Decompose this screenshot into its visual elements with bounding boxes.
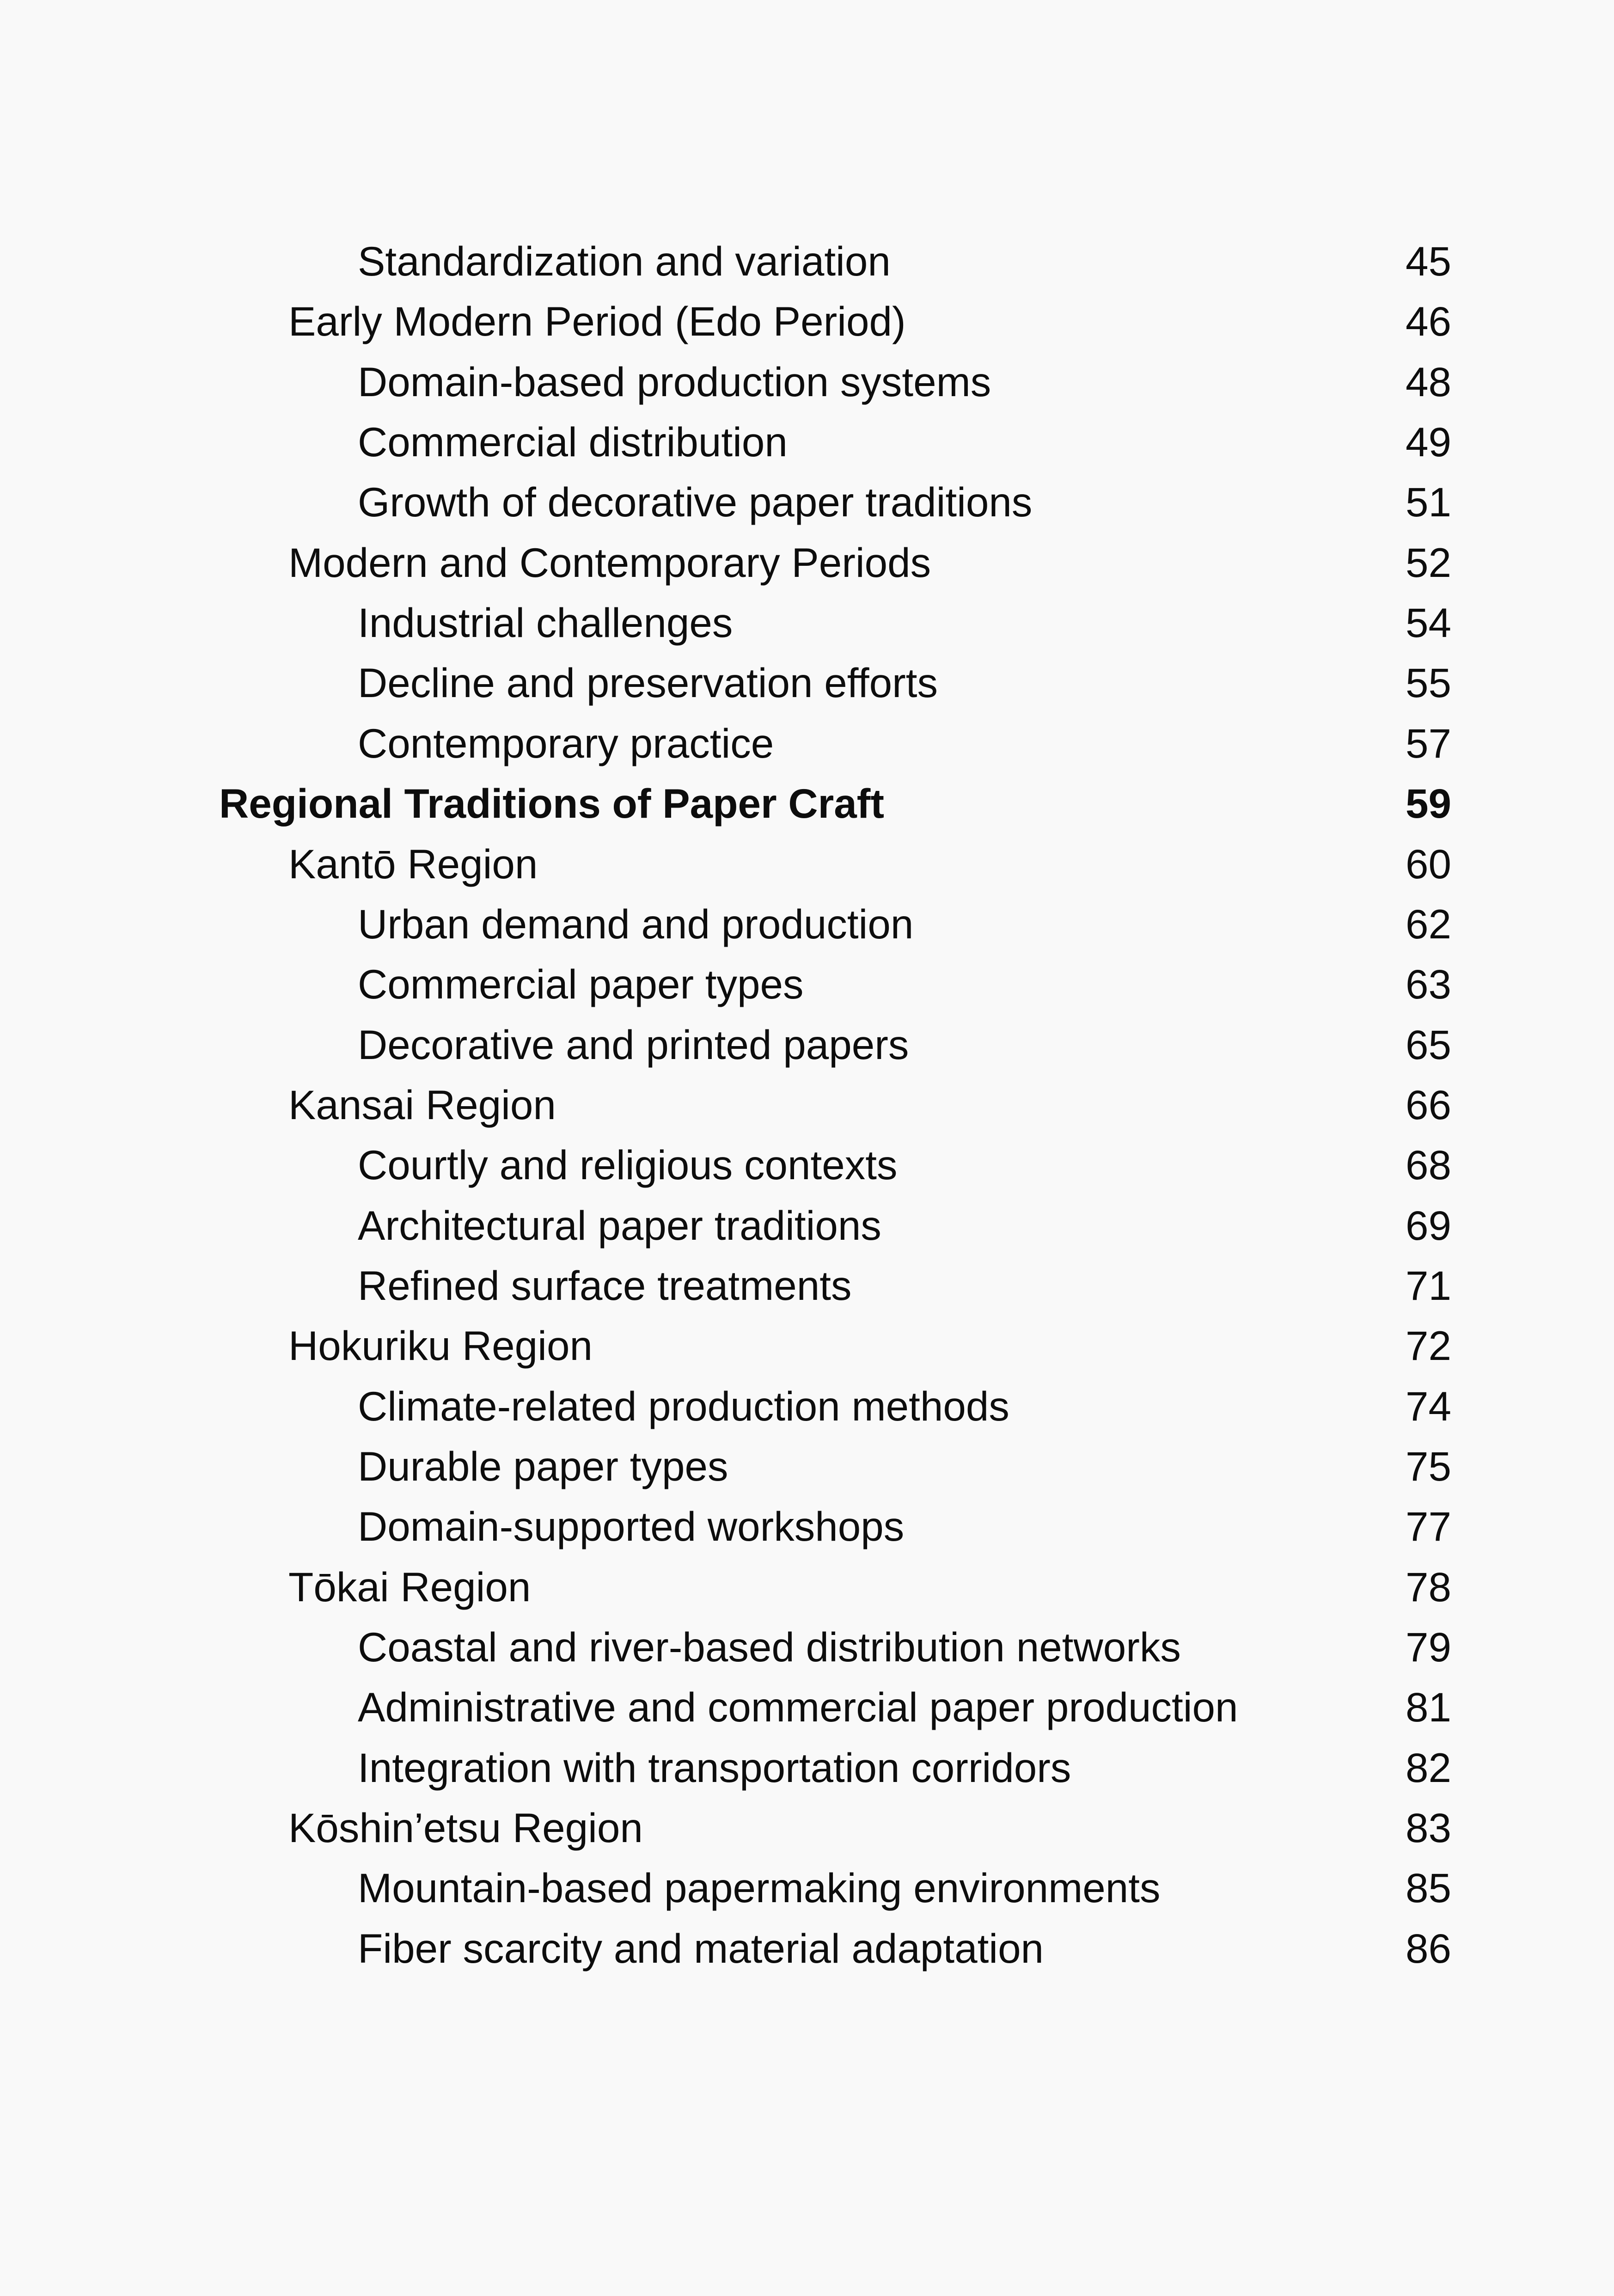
toc-entry[interactable] (0, 773, 1614, 833)
toc-entry[interactable] (0, 954, 1614, 1014)
toc-entry-title: Hokuriku Region (288, 1322, 593, 1369)
toc-entry[interactable] (0, 834, 1614, 894)
toc-entry-title: Industrial challenges (358, 600, 733, 646)
toc-entry-title: Refined surface treatments (358, 1262, 852, 1309)
toc-entry-title: Tōkai Region (288, 1563, 531, 1610)
toc-entry[interactable] (0, 1557, 1614, 1617)
toc-entry[interactable] (0, 533, 1614, 593)
toc-entry-title: Domain-based production systems (358, 358, 991, 405)
toc-entry[interactable] (0, 593, 1614, 653)
toc-entry-page-number: 59 (1406, 780, 1451, 827)
toc-entry-page-number: 54 (1406, 600, 1451, 646)
toc-entry[interactable] (0, 713, 1614, 773)
toc-entry[interactable] (0, 1316, 1614, 1376)
toc-entry-title: Commercial paper types (358, 961, 804, 1008)
toc-entry[interactable] (0, 1858, 1614, 1918)
toc-entry[interactable] (0, 291, 1614, 351)
toc-entry[interactable] (0, 1798, 1614, 1858)
toc-entry-page-number: 82 (1406, 1744, 1451, 1791)
toc-entry[interactable] (0, 1015, 1614, 1075)
toc-entry[interactable] (0, 1677, 1614, 1737)
toc-entry-title: Decorative and printed papers (358, 1021, 909, 1068)
toc-entry-page-number: 79 (1406, 1624, 1451, 1671)
toc-entry-page-number: 62 (1406, 900, 1451, 947)
toc-entry-page-number: 83 (1406, 1805, 1451, 1851)
toc-entry-title: Regional Traditions of Paper Craft (219, 780, 885, 827)
toc-entry-title: Climate-related production methods (358, 1383, 1009, 1429)
toc-entry[interactable] (0, 1376, 1614, 1436)
toc-entry-title: Kansai Region (288, 1081, 556, 1128)
toc-entry[interactable] (0, 1918, 1614, 1978)
toc-entry-title: Fiber scarcity and material adaptation (358, 1925, 1044, 1971)
toc-entry-page-number: 51 (1406, 479, 1451, 526)
toc-entry-page-number: 86 (1406, 1925, 1451, 1971)
toc-entry[interactable] (0, 1617, 1614, 1677)
toc-entry-page-number: 75 (1406, 1443, 1451, 1489)
toc-entry-title: Courtly and religious contexts (358, 1142, 898, 1188)
toc-entry[interactable] (0, 1496, 1614, 1556)
toc-entry-title: Decline and preservation efforts (358, 660, 938, 706)
toc-entry[interactable] (0, 894, 1614, 954)
toc-entry-title: Kōshin’etsu Region (288, 1805, 643, 1851)
toc-entry-page-number: 85 (1406, 1865, 1451, 1911)
toc-entry-title: Early Modern Period (Edo Period) (288, 298, 906, 345)
toc-entry[interactable] (0, 653, 1614, 713)
toc-entry-page-number: 81 (1406, 1684, 1451, 1731)
toc-entry[interactable] (0, 352, 1614, 412)
toc-entry-page-number: 55 (1406, 660, 1451, 706)
toc-entry-page-number: 63 (1406, 961, 1451, 1008)
toc-entry[interactable] (0, 1738, 1614, 1798)
toc-entry[interactable] (0, 1135, 1614, 1195)
toc-entry[interactable] (0, 472, 1614, 532)
toc-entry-title: Modern and Contemporary Periods (288, 539, 931, 586)
toc-entry-title: Domain-supported workshops (358, 1503, 905, 1550)
toc-entry-title: Architectural paper traditions (358, 1202, 881, 1249)
toc-entry-page-number: 65 (1406, 1021, 1451, 1068)
toc-entry[interactable] (0, 1255, 1614, 1316)
toc-entry-page-number: 60 (1406, 840, 1451, 887)
toc-entry[interactable] (0, 1075, 1614, 1135)
toc-entry-page-number: 71 (1406, 1262, 1451, 1309)
toc-entry-title: Integration with transportation corridors (358, 1744, 1071, 1791)
toc-entry-title: Growth of decorative paper traditions (358, 479, 1033, 526)
toc-entry-page-number: 49 (1406, 419, 1451, 465)
toc-entry-title: Standardization and variation (358, 238, 891, 284)
toc-entry-title: Coastal and river-based distribution networks (358, 1624, 1181, 1671)
toc-entry-page-number: 74 (1406, 1383, 1451, 1429)
toc-entry-page-number: 48 (1406, 358, 1451, 405)
toc-entry-page-number: 77 (1406, 1503, 1451, 1550)
toc-entry-title: Urban demand and production (358, 900, 914, 947)
toc-entry-page-number: 69 (1406, 1202, 1451, 1249)
toc-entry-title: Kantō Region (288, 840, 538, 887)
toc-entry-page-number: 45 (1406, 238, 1451, 284)
toc-entry-page-number: 66 (1406, 1081, 1451, 1128)
toc-entry-title: Contemporary practice (358, 720, 774, 766)
toc-entry-title: Administrative and commercial paper production (358, 1684, 1238, 1731)
toc-entry-page-number: 78 (1406, 1563, 1451, 1610)
toc-entry[interactable] (0, 1195, 1614, 1255)
toc-entry[interactable] (0, 1436, 1614, 1496)
toc-entry-title: Durable paper types (358, 1443, 728, 1489)
toc-entry[interactable] (0, 412, 1614, 472)
toc-entry-page-number: 57 (1406, 720, 1451, 766)
toc-entry-page-number: 52 (1406, 539, 1451, 586)
toc-entry-page-number: 72 (1406, 1322, 1451, 1369)
toc-entry-page-number: 68 (1406, 1142, 1451, 1188)
toc-entry-title: Commercial distribution (358, 419, 788, 465)
toc-entry-title: Mountain-based papermaking environments (358, 1865, 1161, 1911)
toc-entry[interactable] (0, 231, 1614, 291)
toc-entry-page-number: 46 (1406, 298, 1451, 345)
